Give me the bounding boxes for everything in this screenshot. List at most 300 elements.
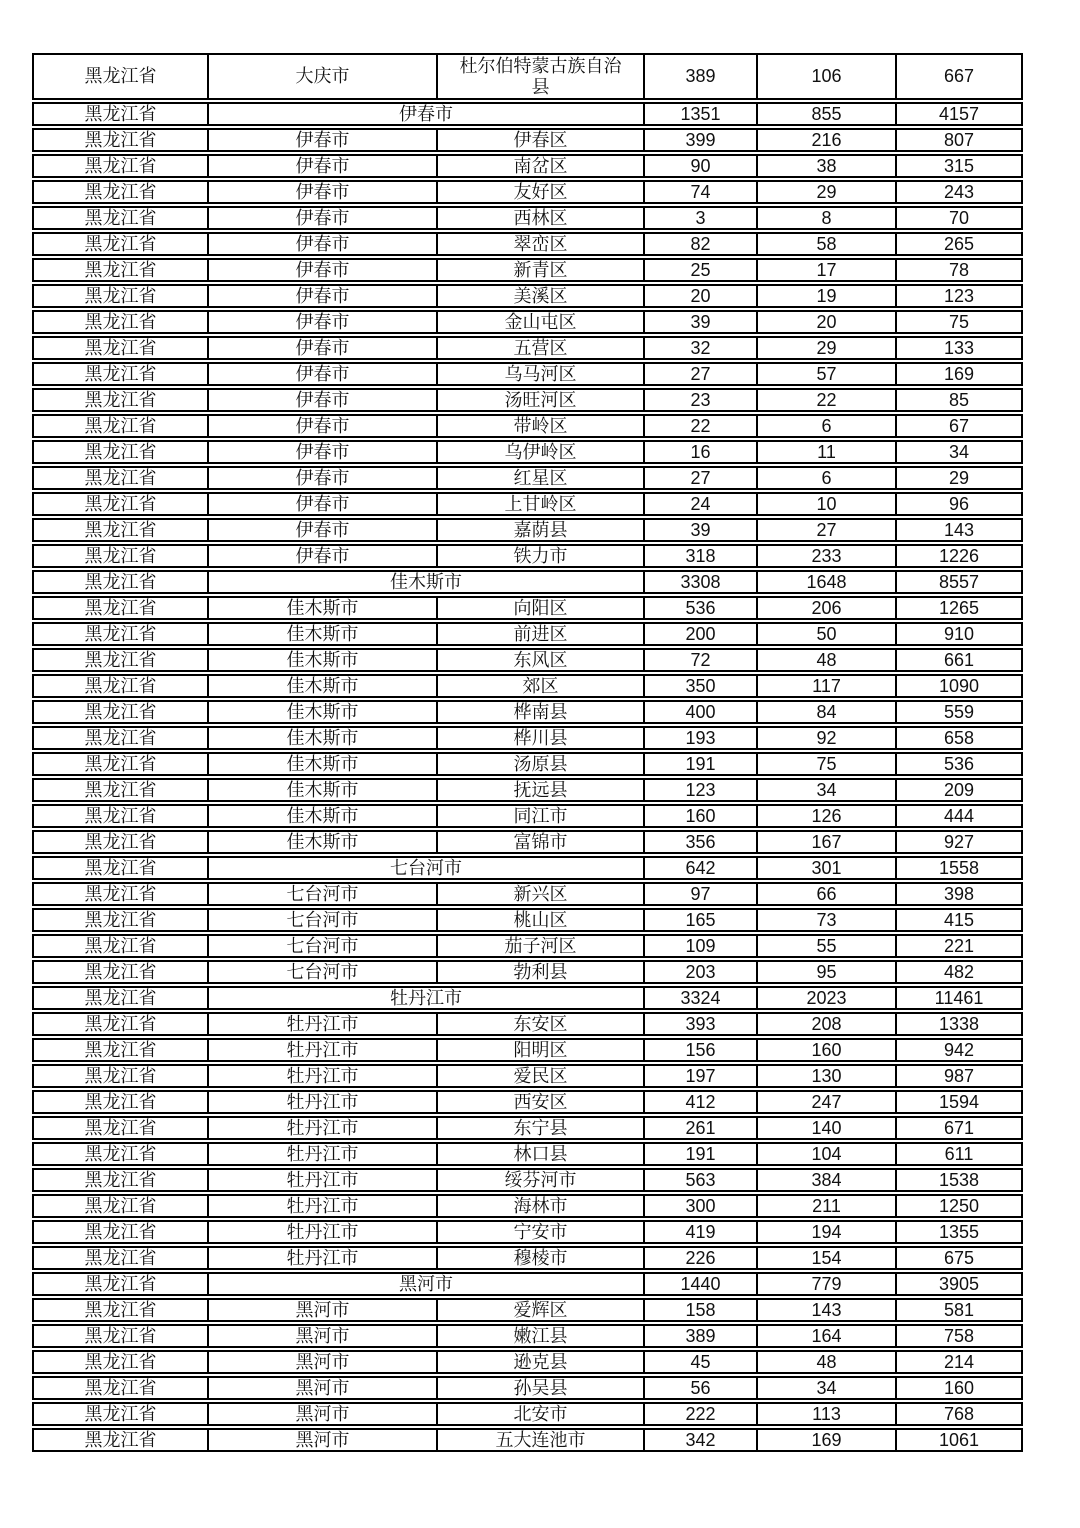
city-total-row [32,102,1023,126]
value3-cell: 78 [948,260,970,280]
district-cell: 汤原县 [438,754,645,774]
value3-cell: 1558 [938,858,980,878]
table-row [32,232,1023,256]
city-cell: 黑河市 [209,1352,438,1372]
city-cell: 牡丹江市 [209,1248,438,1268]
province-cell: 黑龙江省 [34,962,209,982]
value2-cell: 6 [758,468,897,488]
value3-cell: 34 [948,442,970,462]
province-cell: 黑龙江省 [34,104,209,124]
city-cell: 牡丹江市 [209,1014,438,1034]
value1-cell: 97 [645,884,758,904]
value3-cell: 75 [948,312,970,332]
value2-cell: 301 [758,858,897,878]
value3-cell: 160 [943,1378,975,1398]
province-cell: 黑龙江省 [34,1430,209,1450]
value3-cell: 67 [948,416,970,436]
value2-cell: 50 [758,624,897,644]
city-cell: 牡丹江市 [209,1196,438,1216]
table-row [32,830,1023,854]
province-cell: 黑龙江省 [34,520,209,540]
city-cell: 佳木斯市 [209,598,438,618]
city-cell: 佳木斯市 [209,780,438,800]
district-cell: 乌马河区 [438,364,645,384]
value2-cell: 48 [758,1352,897,1372]
city-cell: 伊春市 [209,286,438,306]
table-row [32,284,1023,308]
value1-cell: 158 [645,1300,758,1320]
value3-cell: 581 [943,1300,975,1320]
table-row [32,492,1023,516]
province-cell: 黑龙江省 [34,468,209,488]
value2-cell: 160 [758,1040,897,1060]
table-row [32,778,1023,802]
table-row [32,206,1023,230]
value2-cell: 855 [758,104,897,124]
province-cell: 黑龙江省 [34,130,209,150]
province-cell: 黑龙江省 [34,754,209,774]
city-cell: 伊春市 [209,390,438,410]
province-cell: 黑龙江省 [34,1040,209,1060]
district-cell: 东安区 [438,1014,645,1034]
value2-cell: 6 [758,416,897,436]
province-cell: 黑龙江省 [34,55,209,98]
value3-cell: 675 [943,1248,975,1268]
table-row [32,1168,1023,1192]
value1-cell: 20 [645,286,758,306]
table-row [32,726,1023,750]
value1-cell: 226 [645,1248,758,1268]
value3-cell: 4157 [938,104,980,124]
city-total-row [32,986,1023,1010]
city-cell: 黑河市 [209,1326,438,1346]
value3-cell: 265 [943,234,975,254]
value2-cell: 167 [758,832,897,852]
value2-cell: 216 [758,130,897,150]
province-cell: 黑龙江省 [34,1222,209,1242]
value3-cell: 315 [943,156,975,176]
value3-cell: 1226 [938,546,980,566]
district-cell: 穆棱市 [438,1248,645,1268]
province-cell: 黑龙江省 [34,1300,209,1320]
province-cell: 黑龙江省 [34,312,209,332]
city-cell: 伊春市 [209,260,438,280]
value2-cell: 779 [758,1274,897,1294]
city-cell: 伊春市 [209,468,438,488]
value3-cell: 1250 [938,1196,980,1216]
city-merged-cell: 牡丹江市 [209,988,645,1008]
district-cell: 郊区 [438,676,645,696]
value3-cell: 444 [943,806,975,826]
table-row [32,180,1023,204]
city-total-row [32,1272,1023,1296]
value2-cell: 106 [758,55,897,98]
table-row [32,622,1023,646]
province-cell: 黑龙江省 [34,988,209,1008]
value3-cell: 70 [948,208,970,228]
city-cell: 佳木斯市 [209,624,438,644]
table-row [32,1298,1023,1322]
value3-cell: 1338 [938,1014,980,1034]
value3-cell: 658 [943,728,975,748]
province-cell: 黑龙江省 [34,858,209,878]
province-cell: 黑龙江省 [34,780,209,800]
value1-cell: 160 [645,806,758,826]
value2-cell: 10 [758,494,897,514]
table-row [32,1064,1023,1088]
value3-cell: 143 [943,520,975,540]
district-cell: 孙吴县 [438,1378,645,1398]
value3-cell: 123 [943,286,975,306]
value2-cell: 27 [758,520,897,540]
city-cell: 伊春市 [209,234,438,254]
value2-cell: 19 [758,286,897,306]
value1-cell: 203 [645,962,758,982]
district-cell: 宁安市 [438,1222,645,1242]
district-cell: 新青区 [438,260,645,280]
value3-cell: 661 [943,650,975,670]
province-cell: 黑龙江省 [34,806,209,826]
value1-cell: 193 [645,728,758,748]
value3-cell: 398 [943,884,975,904]
value1-cell: 350 [645,676,758,696]
city-cell: 牡丹江市 [209,1040,438,1060]
table-row [32,882,1023,906]
value2-cell: 384 [758,1170,897,1190]
value1-cell: 222 [645,1404,758,1424]
value2-cell: 130 [758,1066,897,1086]
table-row [32,1116,1023,1140]
district-cell: 海林市 [438,1196,645,1216]
table-row [32,700,1023,724]
value3-cell: 133 [943,338,975,358]
value1-cell: 32 [645,338,758,358]
district-cell: 逊克县 [438,1352,645,1372]
province-cell: 黑龙江省 [34,1066,209,1086]
value1-cell: 642 [645,858,758,878]
value1-cell: 399 [645,130,758,150]
table-row [32,53,1023,100]
value2-cell: 194 [758,1222,897,1242]
province-cell: 黑龙江省 [34,364,209,384]
table-row [32,1090,1023,1114]
value2-cell: 84 [758,702,897,722]
value1-cell: 123 [645,780,758,800]
table-row [32,1194,1023,1218]
city-cell: 伊春市 [209,130,438,150]
value3-cell: 1594 [938,1092,980,1112]
city-cell: 牡丹江市 [209,1222,438,1242]
province-cell: 黑龙江省 [34,1144,209,1164]
district-cell: 西林区 [438,208,645,228]
district-cell: 友好区 [438,182,645,202]
value1-cell: 197 [645,1066,758,1086]
city-cell: 佳木斯市 [209,650,438,670]
province-statistics-table [32,53,1023,1454]
value3-cell: 3905 [938,1274,980,1294]
value1-cell: 25 [645,260,758,280]
table-row [32,258,1023,282]
value1-cell: 156 [645,1040,758,1060]
value1-cell: 3324 [645,988,758,1008]
value3-cell: 536 [943,754,975,774]
value2-cell: 140 [758,1118,897,1138]
table-row [32,596,1023,620]
province-cell: 黑龙江省 [34,1274,209,1294]
table-row [32,648,1023,672]
value1-cell: 563 [645,1170,758,1190]
district-cell: 林口县 [438,1144,645,1164]
district-cell: 新兴区 [438,884,645,904]
value3-cell: 768 [943,1404,975,1424]
table-row [32,1324,1023,1348]
district-cell: 桃山区 [438,910,645,930]
district-cell: 茄子河区 [438,936,645,956]
value2-cell: 75 [758,754,897,774]
city-cell: 佳木斯市 [209,832,438,852]
district-cell: 同江市 [438,806,645,826]
district-cell: 桦川县 [438,728,645,748]
city-cell: 牡丹江市 [209,1092,438,1112]
value2-cell: 208 [758,1014,897,1034]
district-cell: 阳明区 [438,1040,645,1060]
value3-cell: 671 [943,1118,975,1138]
city-cell: 黑河市 [209,1430,438,1450]
value2-cell: 57 [758,364,897,384]
table-row [32,1012,1023,1036]
province-cell: 黑龙江省 [34,884,209,904]
city-merged-cell: 七台河市 [209,858,645,878]
value1-cell: 419 [645,1222,758,1242]
value1-cell: 536 [645,598,758,618]
table-row [32,1428,1023,1452]
value1-cell: 109 [645,936,758,956]
province-cell: 黑龙江省 [34,832,209,852]
city-cell: 七台河市 [209,936,438,956]
district-cell: 南岔区 [438,156,645,176]
province-cell: 黑龙江省 [34,442,209,462]
table-row [32,674,1023,698]
city-merged-cell: 佳木斯市 [209,572,645,592]
province-cell: 黑龙江省 [34,416,209,436]
value1-cell: 191 [645,1144,758,1164]
province-cell: 黑龙江省 [34,1352,209,1372]
district-cell: 绥芬河市 [438,1170,645,1190]
value1-cell: 400 [645,702,758,722]
province-cell: 黑龙江省 [34,598,209,618]
value2-cell: 29 [758,182,897,202]
province-cell: 黑龙江省 [34,624,209,644]
value2-cell: 58 [758,234,897,254]
value2-cell: 113 [758,1404,897,1424]
table-row [32,1376,1023,1400]
value2-cell: 104 [758,1144,897,1164]
value3-cell: 667 [943,66,975,86]
district-cell: 前进区 [438,624,645,644]
table-row [32,960,1023,984]
value1-cell: 342 [645,1430,758,1450]
value1-cell: 22 [645,416,758,436]
value2-cell: 247 [758,1092,897,1112]
province-cell: 黑龙江省 [34,208,209,228]
value2-cell: 154 [758,1248,897,1268]
value2-cell: 29 [758,338,897,358]
district-cell: 汤旺河区 [438,390,645,410]
value2-cell: 164 [758,1326,897,1346]
province-cell: 黑龙江省 [34,234,209,254]
table-row [32,388,1023,412]
value1-cell: 261 [645,1118,758,1138]
table-row [32,336,1023,360]
value3-cell: 243 [943,182,975,202]
district-cell: 向阳区 [438,598,645,618]
value1-cell: 27 [645,468,758,488]
value2-cell: 117 [758,676,897,696]
value2-cell: 211 [758,1196,897,1216]
city-cell: 伊春市 [209,312,438,332]
province-cell: 黑龙江省 [34,390,209,410]
city-cell: 佳木斯市 [209,728,438,748]
province-cell: 黑龙江省 [34,546,209,566]
province-cell: 黑龙江省 [34,286,209,306]
district-cell: 桦南县 [438,702,645,722]
city-cell: 伊春市 [209,156,438,176]
city-cell: 伊春市 [209,182,438,202]
city-cell: 佳木斯市 [209,676,438,696]
city-cell: 伊春市 [209,520,438,540]
district-cell: 爱民区 [438,1066,645,1086]
value3-cell: 910 [943,624,975,644]
value2-cell: 206 [758,598,897,618]
province-cell: 黑龙江省 [34,572,209,592]
city-cell: 黑河市 [209,1300,438,1320]
value2-cell: 20 [758,312,897,332]
province-cell: 黑龙江省 [34,156,209,176]
value1-cell: 72 [645,650,758,670]
district-cell: 乌伊岭区 [438,442,645,462]
value1-cell: 165 [645,910,758,930]
value1-cell: 82 [645,234,758,254]
value1-cell: 23 [645,390,758,410]
value3-cell: 29 [948,468,970,488]
value3-cell: 85 [948,390,970,410]
province-cell: 黑龙江省 [34,936,209,956]
value2-cell: 143 [758,1300,897,1320]
district-cell: 翠峦区 [438,234,645,254]
city-cell: 伊春市 [209,208,438,228]
value2-cell: 92 [758,728,897,748]
value2-cell: 48 [758,650,897,670]
value1-cell: 45 [645,1352,758,1372]
table-row [32,154,1023,178]
city-cell: 佳木斯市 [209,702,438,722]
city-cell: 牡丹江市 [209,1170,438,1190]
value3-cell: 942 [943,1040,975,1060]
value1-cell: 3308 [645,572,758,592]
table-row [32,544,1023,568]
province-cell: 黑龙江省 [34,1092,209,1112]
province-cell: 黑龙江省 [34,702,209,722]
district-cell: 美溪区 [438,286,645,306]
district-cell: 勃利县 [438,962,645,982]
province-cell: 黑龙江省 [34,650,209,670]
district-cell: 抚远县 [438,780,645,800]
table-row [32,310,1023,334]
city-merged-cell: 黑河市 [209,1274,645,1294]
district-cell: 富锦市 [438,832,645,852]
province-cell: 黑龙江省 [34,1378,209,1398]
table-row [32,1142,1023,1166]
value3-cell: 1355 [938,1222,980,1242]
value2-cell: 126 [758,806,897,826]
city-cell: 黑河市 [209,1378,438,1398]
value2-cell: 1648 [758,572,897,592]
value3-cell: 1090 [938,676,980,696]
value1-cell: 39 [645,520,758,540]
value2-cell: 17 [758,260,897,280]
district-cell: 伊春区 [438,130,645,150]
value3-cell: 927 [943,832,975,852]
value3-cell: 611 [944,1144,974,1164]
value2-cell: 95 [758,962,897,982]
table-row [32,440,1023,464]
value1-cell: 318 [645,546,758,566]
value3-cell: 1265 [938,598,980,618]
district-cell: 五营区 [438,338,645,358]
district-cell: 嫩江县 [438,1326,645,1346]
city-cell: 佳木斯市 [209,754,438,774]
value2-cell: 8 [758,208,897,228]
province-cell: 黑龙江省 [34,260,209,280]
province-cell: 黑龙江省 [34,1118,209,1138]
city-cell: 牡丹江市 [209,1066,438,1086]
province-cell: 黑龙江省 [34,1404,209,1424]
value2-cell: 55 [758,936,897,956]
value3-cell: 209 [943,780,975,800]
province-cell: 黑龙江省 [34,910,209,930]
province-cell: 黑龙江省 [34,1326,209,1346]
province-cell: 黑龙江省 [34,182,209,202]
district-cell: 西安区 [438,1092,645,1112]
value1-cell: 56 [645,1378,758,1398]
city-cell: 七台河市 [209,910,438,930]
value2-cell: 2023 [758,988,897,1008]
city-total-row [32,570,1023,594]
table-row [32,362,1023,386]
value1-cell: 300 [645,1196,758,1216]
value1-cell: 191 [645,754,758,774]
city-cell: 伊春市 [209,364,438,384]
value3-cell: 221 [943,936,975,956]
value3-cell: 559 [943,702,975,722]
city-cell: 伊春市 [209,338,438,358]
district-cell: 杜尔伯特蒙古族自治县 [438,55,645,98]
value3-cell: 807 [943,130,975,150]
province-cell: 黑龙江省 [34,1014,209,1034]
value1-cell: 200 [645,624,758,644]
table-row [32,752,1023,776]
province-cell: 黑龙江省 [34,676,209,696]
district-cell: 五大连池市 [438,1430,645,1450]
district-cell: 东风区 [438,650,645,670]
value3-cell: 1538 [938,1170,980,1190]
district-cell: 带岭区 [438,416,645,436]
city-cell: 伊春市 [209,546,438,566]
table-row [32,466,1023,490]
value1-cell: 39 [645,312,758,332]
value1-cell: 24 [645,494,758,514]
value3-cell: 758 [943,1326,975,1346]
